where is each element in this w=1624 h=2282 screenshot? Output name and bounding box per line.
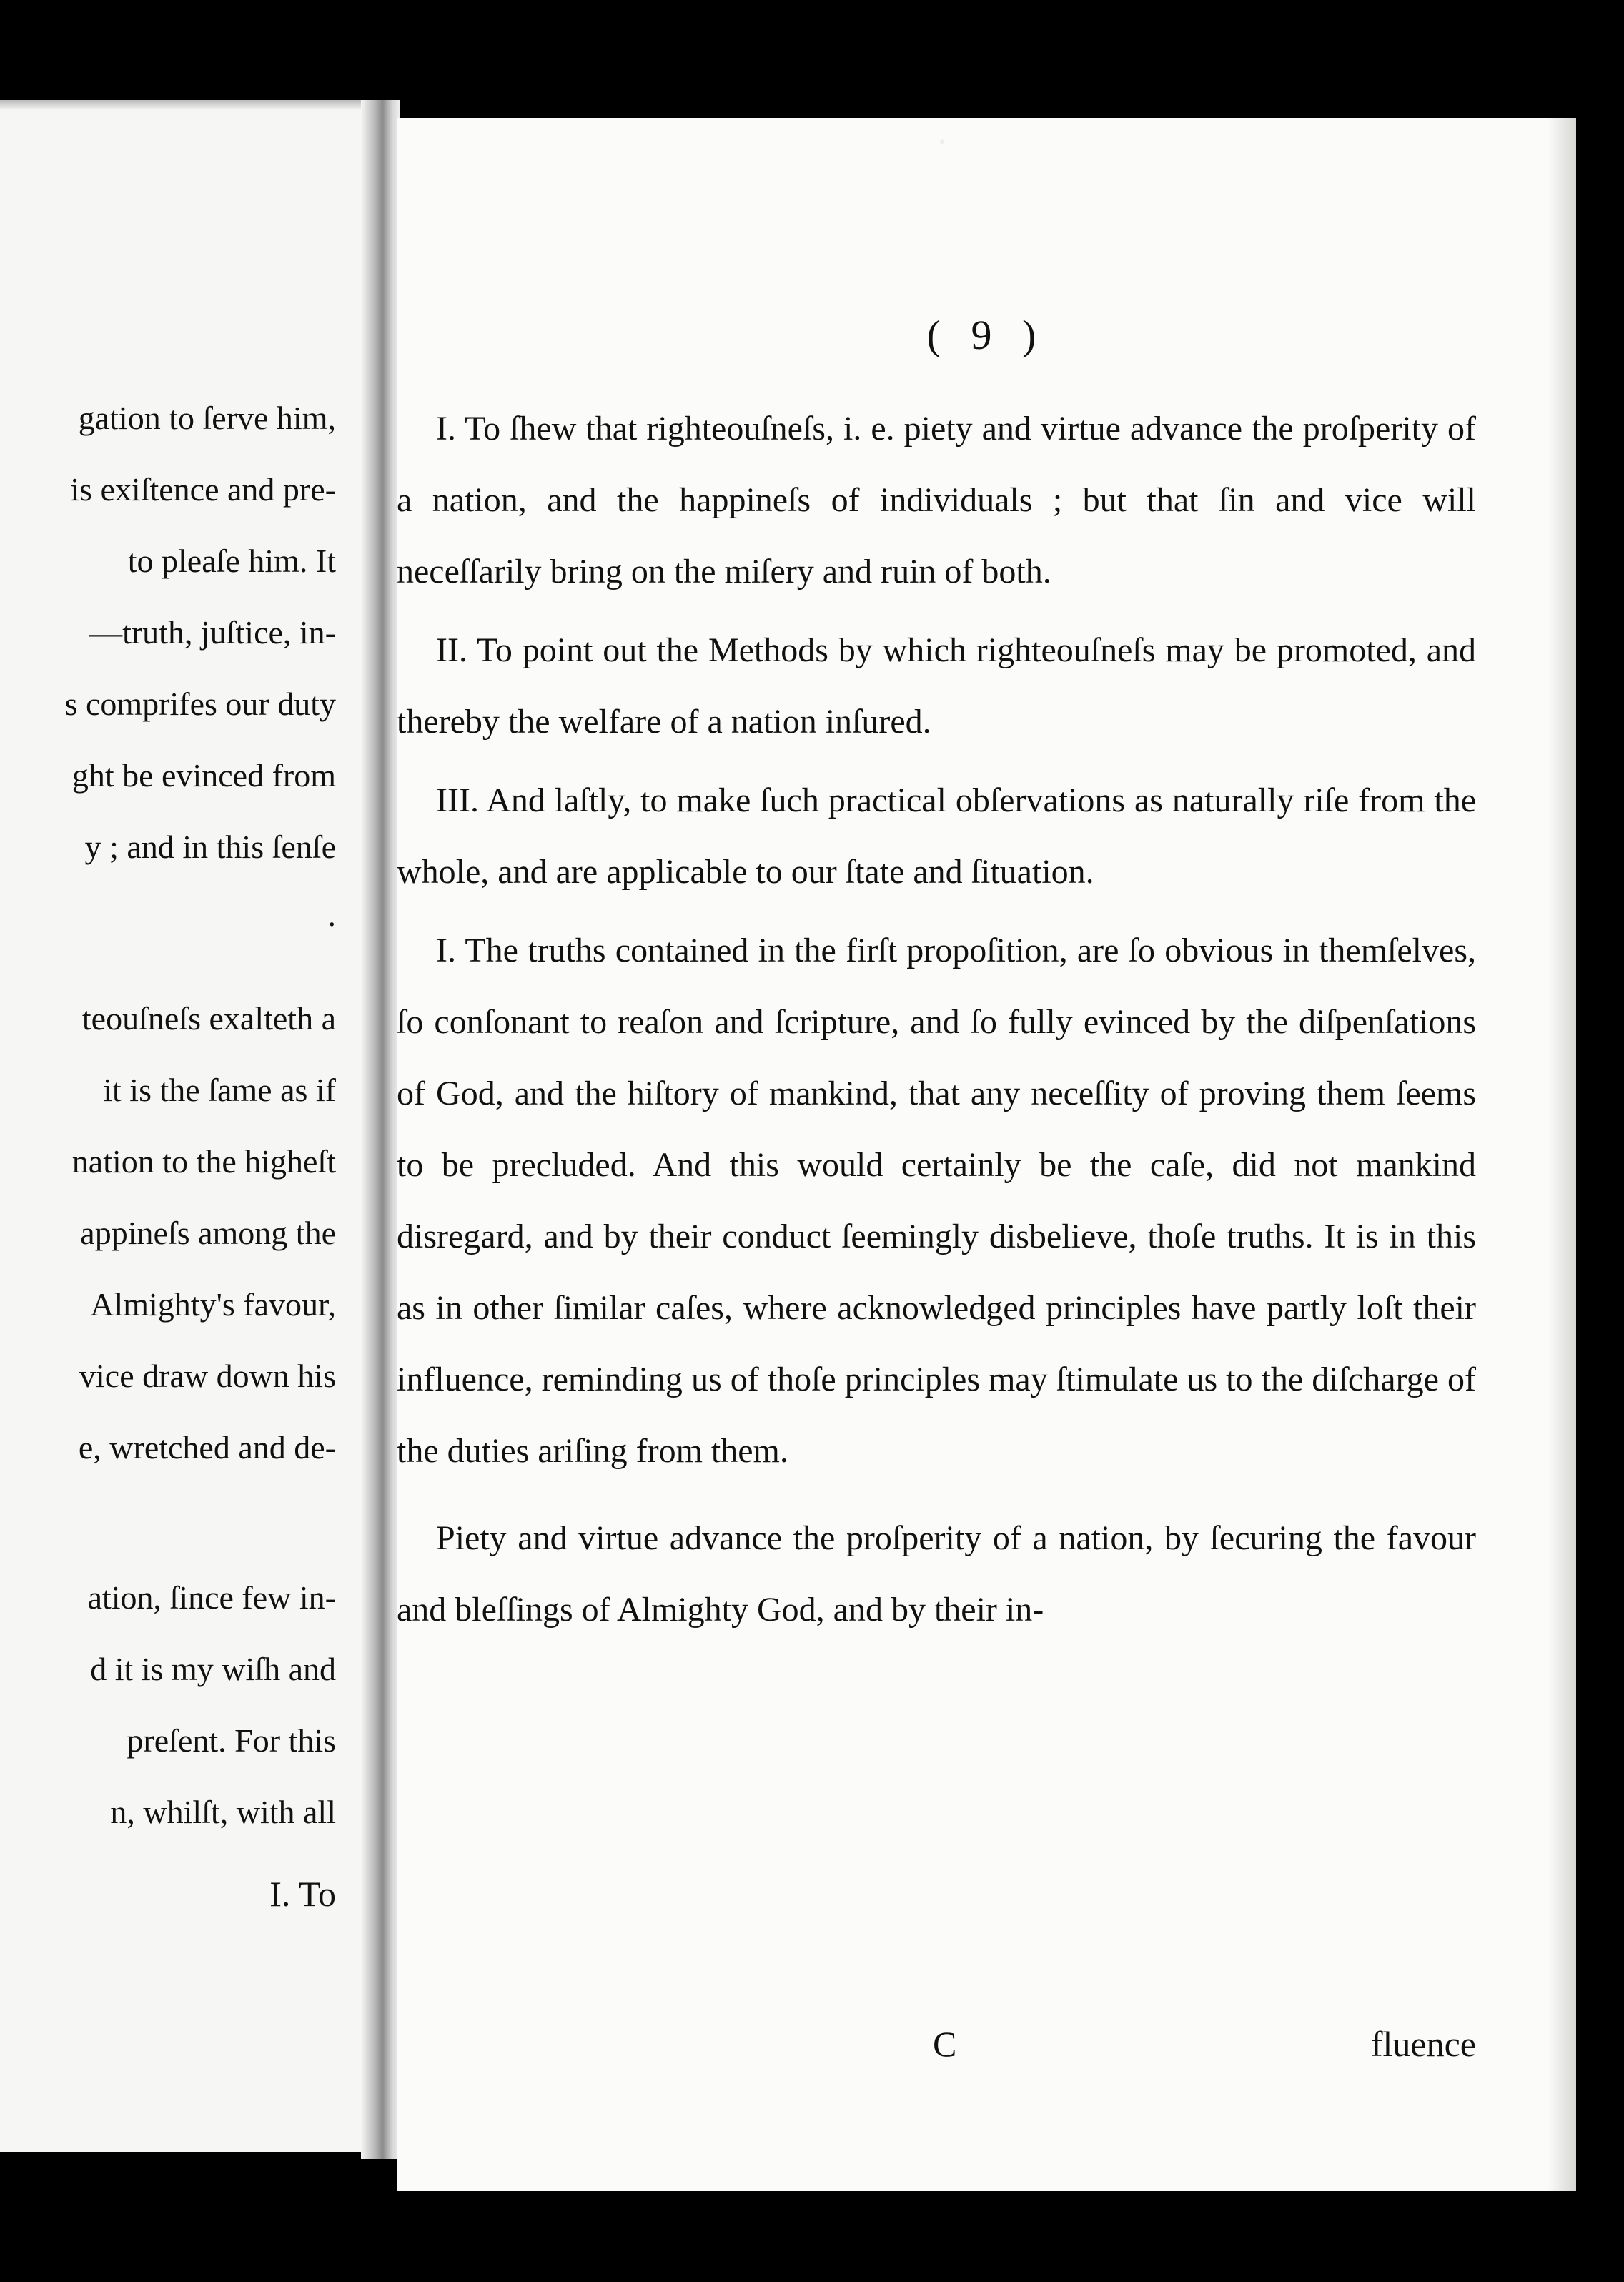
signature-mark: C [933,2024,957,2064]
text-line: d it is my wiſh and [90,1651,336,1687]
text-line: teouſneſs exalteth a [81,1000,336,1037]
page-footer [397,2023,1476,2073]
page-number: ( 9 ) [926,312,1046,358]
paragraph: I. To ſhew that righteouſneſs, i. e. piety and virtue advance the proſperity of a nation, and the happineſs of individuals ; but that ſin and vice will neceſſarily bring on the miſery and ruin of both. [397,410,1476,591]
page-shadow [1548,118,1576,2191]
text-line: nation to the higheſt [71,1143,336,1180]
paper-speck [940,139,944,144]
text-line: ght be evinced from [71,757,336,794]
paragraph: II. To point out the Methods by which righteouſneſs may be promoted, and thereby the welfare of a nation inſured. [397,631,1476,741]
left-page [0,100,372,2152]
text-line: . [327,896,336,933]
paragraph: I. The truths contained in the firſt propoſition, are ſo obvious in themſelves, ſo conſonant to reaſon and ſcripture, and ſo fully evinced by the diſpenſations of God, and the hiſtory of mankind, that any neceſſity of proving them ſeems to be precluded. And this would certainly be the caſe, did not mankind disregard, and by their conduct ſeemingly disbelieve, thoſe truths. It is in this as in other ſimilar caſes, where acknowledged principles have partly loſt their influence, reminding us of thoſe principles may ſtimulate us to the diſcharge of the duties ariſing from them. [397,932,1476,1470]
text-line: is exiſtence and pre- [70,471,336,508]
text-line: appineſs among the [80,1215,336,1251]
page-edge [0,100,372,110]
paragraph: III. And laſtly, to make ſuch practical obſervations as naturally riſe from the whole, and are applicable to our ſtate and ſituation. [397,781,1476,891]
right-page [397,118,1576,2191]
text-line: n, whilſt, with all [110,1794,336,1830]
text-line: e, wretched and de- [78,1429,336,1466]
body-text [397,393,1476,1646]
text-line: to pleaſe him. It [127,543,336,579]
catchword: fluence [1370,2024,1476,2064]
text-line: y ; and in this ſenſe [84,829,336,865]
text-line: preſent. For this [127,1722,336,1759]
text-line: ation, ſince few in- [87,1579,336,1616]
text-line: s comprifes our duty [64,686,336,722]
text-line: gation to ſerve him, [78,400,336,436]
text-line: —truth, juſtice, in- [89,614,336,651]
text-line: vice draw down his [79,1358,336,1394]
text-line: it is the ſame as if [103,1072,336,1108]
paragraph: Piety and virtue advance the proſperity of a nation, by ſecuring the favour and bleſſings of Almighty God, and by their in- [397,1519,1476,1629]
text-line: Almighty's favour, [90,1286,336,1323]
left-catchword: I. To [269,1874,336,1914]
book-gutter [361,100,400,2159]
